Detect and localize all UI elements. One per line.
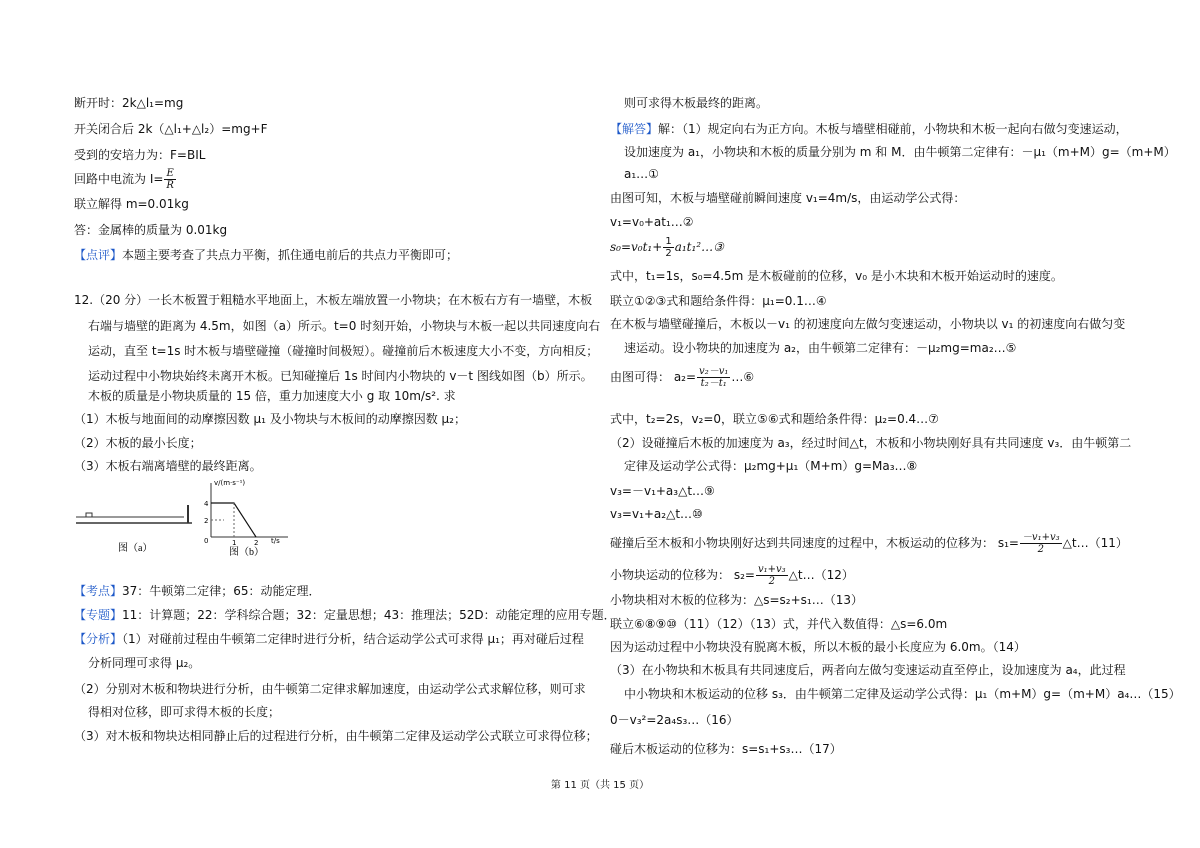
line-analysis-2: 分析同理可求得 μ₂。 — [88, 656, 201, 670]
comment-tag: 【点评】 — [74, 248, 123, 262]
eq11-fraction — [1020, 532, 1062, 555]
line-answer: 答：金属棒的质量为 0.01kg — [74, 223, 228, 237]
line-solution-18 — [610, 564, 854, 587]
line-solution-14: 定律及运动学公式得：μ₂mg+μ₁（M+m）g=Ma₃…⑧ — [624, 459, 918, 473]
eq12-den: 2 — [768, 576, 775, 587]
question-part-1: （1）木板与地面间的动摩擦因数 μ₁ 及小物块与木板间的动摩擦因数 μ₂； — [74, 412, 466, 426]
tick-2: 2 — [204, 517, 209, 525]
eq6-fraction — [697, 366, 730, 389]
line-analysis-3: （2）分别对木板和物块进行分析，由牛顿第二定律求解加速度，由运动学公式求解位移，则可求 — [74, 682, 586, 696]
line-solution-2: 设加速度为 a₁，小物块和木板的质量分别为 m 和 M．由牛顿第二定律有：－μ₁（m+M）g=（m+M） — [624, 145, 1176, 159]
line-solution-23: 中小物块和木板运动的位移 s₃．由牛顿第二定律及运动学公式得：μ₁（m+M）g=（m+M）a₄…（15） — [624, 687, 1181, 701]
question-line-5: 木板的质量是小物块质量的 15 倍，重力加速度大小 g 取 10m/s². 求 — [88, 389, 456, 403]
eq12-right: △t…（12） — [788, 568, 854, 582]
question-line-1: 12.（20 分）一长木板置于粗糙水平地面上，木板左端放置一小物块；在木板右方有一墙壁，木板 — [74, 293, 593, 307]
line-solution-3: a₁…① — [624, 167, 659, 181]
line-analysis-5: （3）对木板和物块达相同静止后的过程进行分析，由牛顿第二定律及运动学公式联立可求得位移； — [74, 729, 598, 743]
analysis-tag: 【分析】 — [74, 632, 123, 646]
line-closed-condition: 开关闭合后 2k（△l₁+△l₂）=mg+F — [74, 122, 268, 136]
eq12-left: 小物块运动的位移为： s₂= — [610, 568, 755, 582]
eq3-right: a₁t₁²…③ — [674, 240, 724, 254]
line-analysis-1 — [74, 631, 584, 647]
eq11-num: －v₁+v₃ — [1021, 532, 1060, 543]
eq11-left: 碰撞后至木板和小物块刚好达到共同速度的过程中，木板运动的位移为： s₁= — [610, 536, 1019, 550]
line-solution-13: （2）设碰撞后木板的加速度为 a₃，经过时间△t，木板和小物块刚好具有共同速度 v₃．由牛顿第二 — [610, 436, 1132, 450]
line-solution-7: 式中，t₁=1s，s₀=4.5m 是木板碰前的位移，v₀ 是小木块和木板开始运动时的速度。 — [610, 269, 1063, 283]
tick-1: 1 — [232, 539, 237, 547]
line-analysis-4: 得相对位移，即可求得木板的长度； — [88, 705, 281, 719]
comment-text: 本题主要考查了共点力平衡，抓住通电前后的共点力平衡即可； — [122, 248, 459, 262]
question-line-4: 运动过程中小物块始终未离开木板。已知碰撞后 1s 时间内小物块的 v－t 图线如图（b）所示。 — [88, 369, 593, 383]
line-ampere-force: 受到的安培力为：F=BIL — [74, 148, 206, 162]
line-solution-24: 0－v₃²=2a₄s₃…（16） — [610, 713, 739, 727]
question-part-3: （3）木板右端离墙壁的最终距离。 — [74, 459, 262, 473]
kaodian-tag: 【考点】 — [74, 584, 123, 598]
line-solution-4: 由图可知，木板与墙壁碰前瞬间速度 v₁=4m/s，由运动学公式得： — [610, 191, 966, 205]
kaodian-text: 37：牛顿第二定律；65：动能定理． — [122, 584, 321, 598]
eq3-fraction — [663, 236, 673, 259]
solution-tag: 【解答】 — [610, 122, 659, 136]
fraction-denominator: R — [166, 180, 174, 191]
zhuanti-text: 11：计算题；22：学科综合题；32：定量思想；43：推理法；52D：动能定理的应用专题． — [122, 608, 616, 622]
eq3-left: s₀=v₀t₁+ — [610, 240, 663, 254]
line-solution-16: v₃=v₁+a₂△t…⑩ — [610, 507, 703, 521]
line-comment — [74, 247, 458, 263]
tick-4: 4 — [204, 500, 209, 508]
line-r0: 则可求得木板最终的距离。 — [624, 96, 769, 110]
figure-board-and-graph — [74, 477, 294, 559]
line-solution-20: 联立⑥⑧⑨⑩（11）（12）（13）式，并代入数值得：△s=6.0m — [610, 617, 948, 631]
eq12-fraction — [756, 564, 788, 587]
eq6-num: v₂－v₁ — [699, 366, 729, 377]
eq3-den: 2 — [665, 248, 672, 259]
line-kaodian — [74, 583, 321, 599]
line-solution-15: v₃=－v₁+a₃△t…⑨ — [610, 484, 715, 498]
current-text: 回路中电流为 I= — [74, 172, 164, 186]
eq6-den: t₂－t₁ — [700, 378, 727, 389]
eq11-right: △t…（11） — [1062, 536, 1128, 550]
line-solution-17 — [610, 532, 1128, 555]
question-line-2: 右端与墙壁的距离为 4.5m，如图（a）所示。t=0 时刻开始，小物块与木板一起以共同速度向右 — [88, 319, 601, 333]
current-fraction — [164, 168, 176, 191]
eq12-num: v₁+v₃ — [757, 564, 786, 575]
line-break-condition: 断开时：2k△l₁=mg — [74, 96, 184, 110]
line-solution-1 — [610, 121, 1128, 137]
tick-2-t: 2 — [254, 539, 259, 547]
line-zhuanti — [74, 607, 616, 623]
tick-0: 0 — [204, 537, 209, 545]
page-footer: 第 11 页（共 15 页） — [550, 780, 650, 791]
figure-b — [204, 479, 288, 558]
fraction-numerator: E — [164, 168, 176, 180]
line-solution-12: 式中，t₂=2s，v₂=0，联立⑤⑥式和题给条件得：μ₂=0.4…⑦ — [610, 412, 939, 426]
analysis-text-1: （1）对碰前过程由牛顿第二定律时进行分析，结合运动学公式可求得 μ₁；再对碰后过程 — [122, 632, 584, 646]
line-solution-25: 碰后木板运动的位移为：s=s₁+s₃…（17） — [610, 742, 842, 756]
line-solution-8: 联立①②③式和题给条件得：μ₁=0.1…④ — [610, 294, 827, 308]
question-line-3: 运动，直至 t=1s 时木板与墙壁碰撞（碰撞时间极短）。碰撞前后木板速度大小不变，方向相反； — [88, 344, 599, 358]
eq3-num: 1 — [665, 236, 672, 247]
line-solution-9: 在木板与墙壁碰撞后，木板以－v₁ 的初速度向左做匀变速运动，小物块以 v₁ 的初速度向右做匀变 — [610, 317, 1126, 331]
line-solve-mass: 联立解得 m=0.01kg — [74, 197, 189, 211]
question-part-2: （2）木板的最小长度； — [74, 436, 202, 450]
figure-a — [76, 505, 192, 554]
zhuanti-tag: 【专题】 — [74, 608, 123, 622]
line-solution-21: 因为运动过程中小物块没有脱离木板，所以木板的最小长度应为 6.0m。（14） — [610, 640, 1026, 654]
eq6-left: 由图可得： a₂= — [610, 370, 697, 384]
line-solution-6 — [610, 236, 724, 259]
line-solution-19: 小物块相对木板的位移为：△s=s₂+s₁…（13） — [610, 593, 863, 607]
line-solution-5: v₁=v₀+at₁…② — [610, 215, 694, 229]
line-current — [74, 168, 177, 191]
figure-b-label: 图（b） — [229, 547, 264, 558]
solution-text-1: 解：（1）规定向右为正方向。木板与墙壁相碰前，小物块和木板一起向右做匀变速运动， — [658, 122, 1128, 136]
figure-a-label: 图（a） — [118, 543, 153, 554]
block — [86, 513, 92, 517]
t-axis-label: t/s — [271, 537, 280, 545]
eq6-right: …⑥ — [731, 370, 755, 384]
eq11-den: 2 — [1037, 544, 1044, 555]
line-solution-11 — [610, 366, 754, 389]
line-solution-10: 速运动。设小物块的加速度为 a₂，由牛顿第二定律有：－μ₂mg=ma₂…⑤ — [624, 341, 1017, 355]
line-solution-22: （3）在小物块和木板具有共同速度后，两者向左做匀变速运动直至停止，设加速度为 a₄，此过程 — [610, 663, 1126, 677]
v-axis-label: v/(m·s⁻¹) — [214, 479, 246, 487]
